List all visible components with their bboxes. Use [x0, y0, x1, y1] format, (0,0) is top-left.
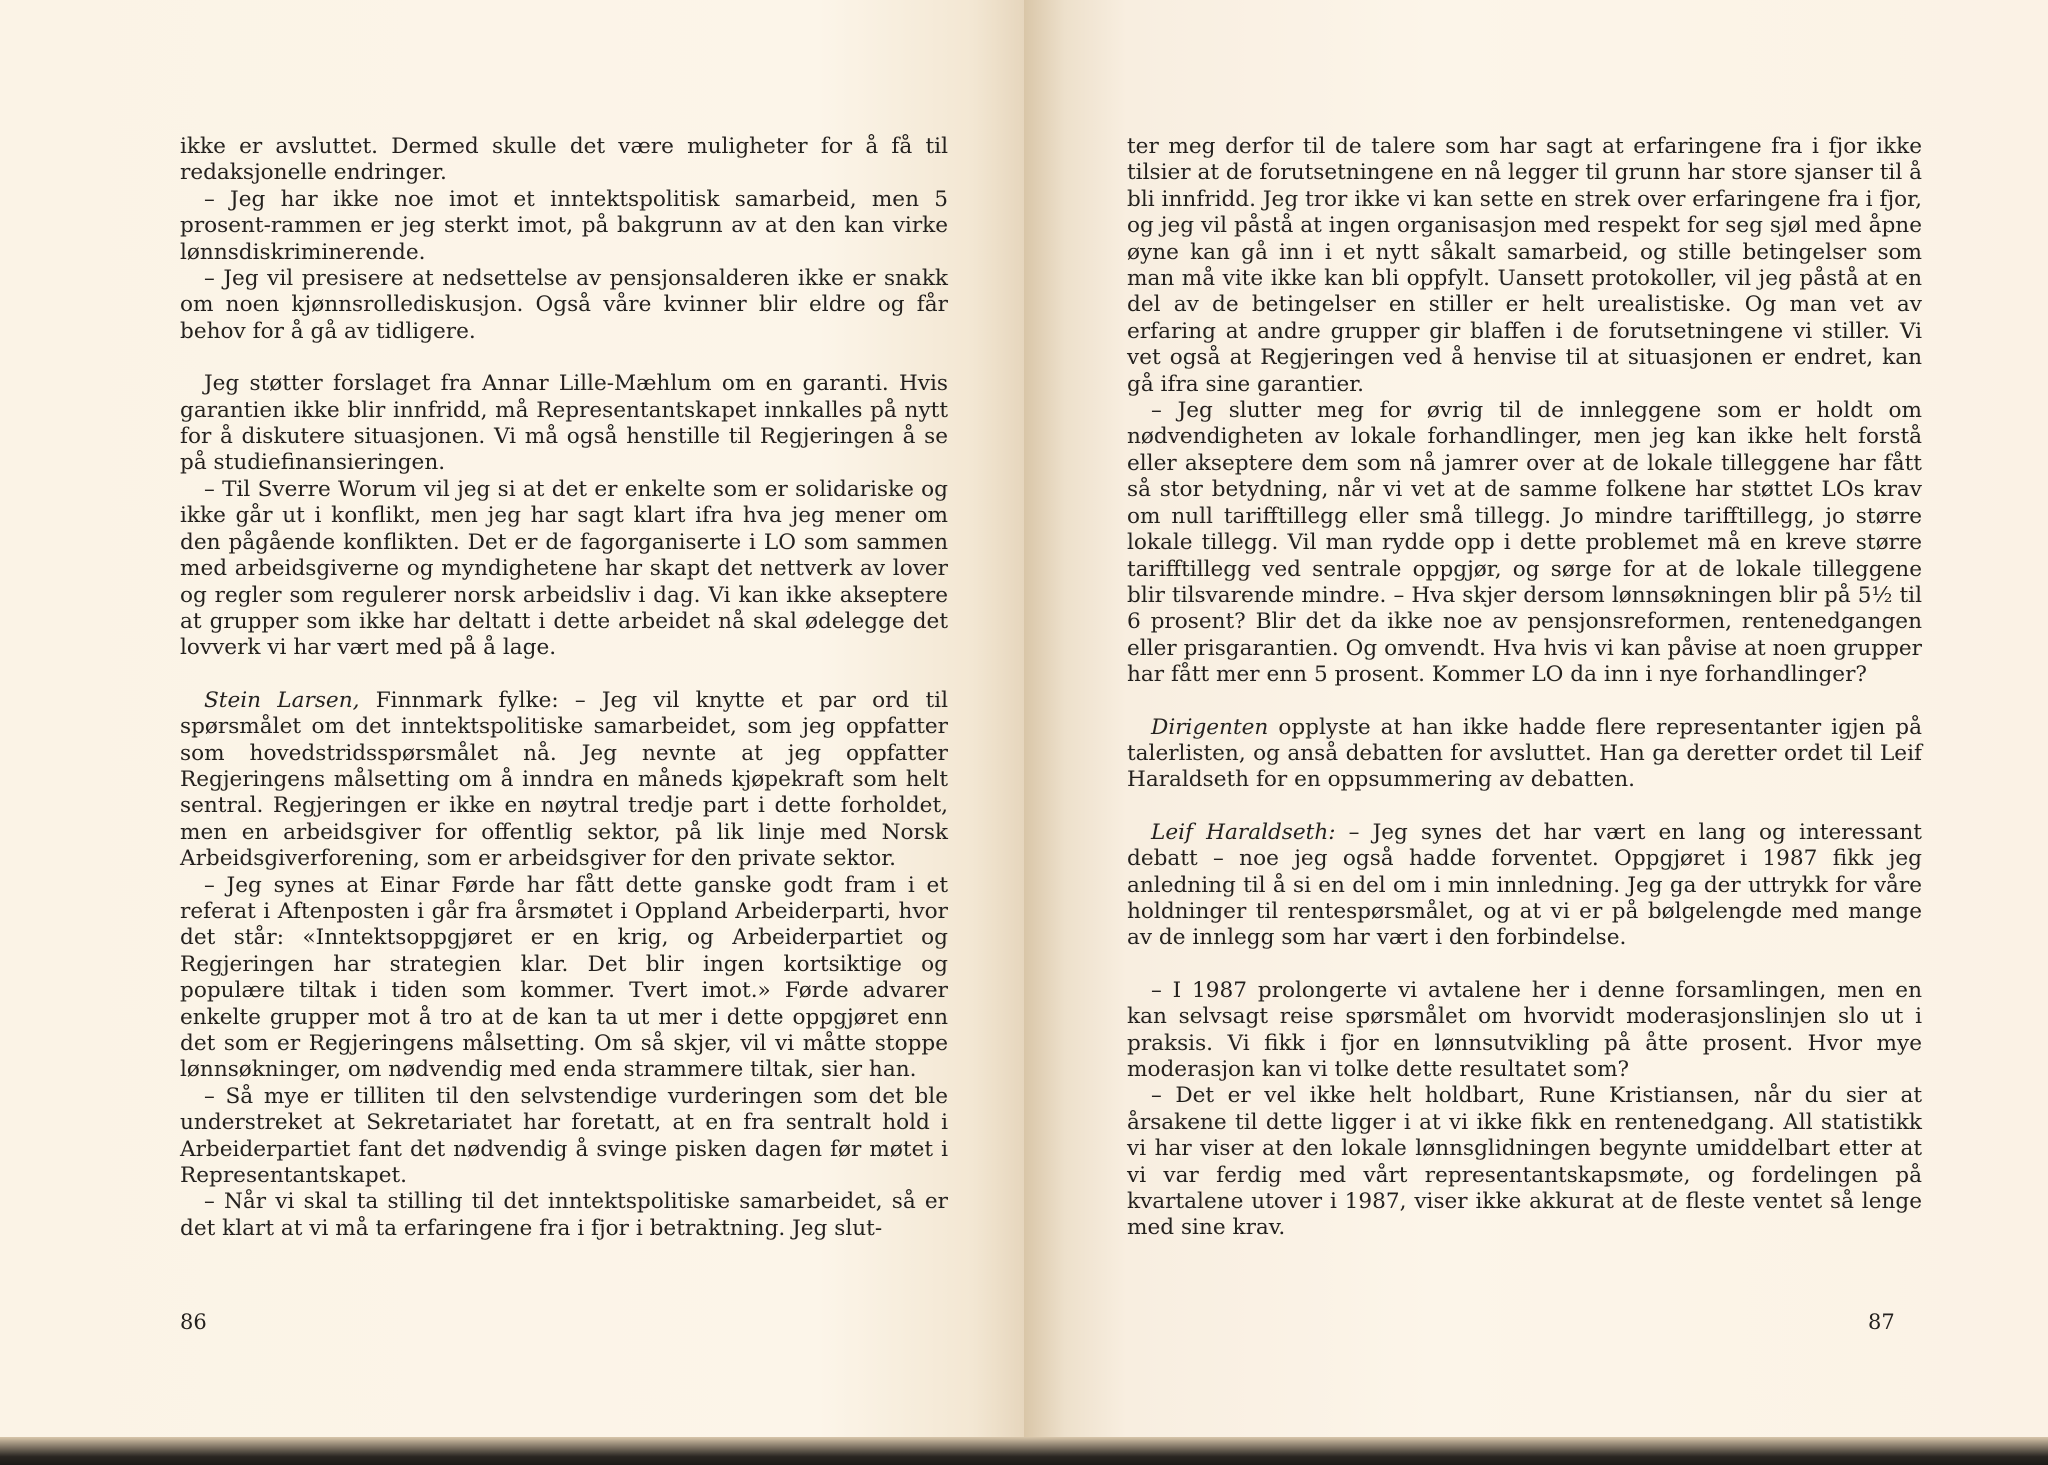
paragraph: ter meg derfor til de talere som har sagt at erfaringene fra i fjor ikke tilsier at de forutsetningene en nå legger til grunn har store sjanser til å bli innfridd. Jeg tror ikke vi kan sette en strek over erfaringene fra i fjor, og jeg vil påstå at ingen organisasjon med respekt for seg sjøl med åpne øyne kan gå inn i et nytt såkalt samarbeid, og stille betingelser som man må vite ikke kan bli oppfylt. Uansett protokoller, vil jeg påstå at en del av de betingelser en stiller er helt urealistiske. Og man vet av erfaring at andre grupper gir blaffen i de forutsetningene vi stiller. Vi vet også at Regjeringen ved å henvise til at situasjonen er endret, kan gå ifra sine garantier.	[1127, 134, 1922, 397]
paragraph: ikke er avsluttet. Dermed skulle det være muligheter for å få til redaksjonelle endringer.	[180, 134, 948, 186]
right-page	[1024, 0, 2048, 1465]
speaker-name: Dirigenten	[1151, 714, 1269, 740]
paragraph: – Så mye er tilliten til den selvstendige vurderingen som det ble understreket at Sekretariatet har foretatt, at en fra sentralt hold i Arbeiderpartiet fant det nødvendig å svinge pisken dagen før møtet i Representantskapet.	[180, 1083, 948, 1189]
paragraph: Jeg støtter forslaget fra Annar Lille-Mæhlum om en garanti. Hvis garantien ikke blir innfridd, må Representantskapet innkalles på nytt for å diskutere situasjonen. Vi må også henstille til Regjeringen å se på studiefinansieringen.	[180, 371, 948, 476]
left-page-text	[180, 134, 948, 1242]
page-number: 86	[180, 1310, 207, 1334]
speaker-name: Leif Haraldseth:	[1151, 819, 1336, 845]
page-number: 87	[1868, 1310, 1895, 1334]
speaker-name: Stein Larsen,	[204, 687, 360, 713]
paragraph: – Det er vel ikke helt holdbart, Rune Kristiansen, når du sier at årsakene til dette ligger i at vi ikke fikk en rentenedgang. All statistikk vi har viser at den lokale lønnsglidningen begynte umiddelbart etter at vi var ferdig med vårt representantskapsmøte, og fordelingen på kvartalene utover i 1987, viser ikke akkurat at de fleste ventet så lenge med sine krav.	[1127, 1083, 1922, 1241]
paragraph-text: Finnmark fylke: – Jeg vil knytte et par ord til spørsmålet om det inntektspolitiske samarbeidet, som jeg oppfatter som hovedstridsspørsmålet nå. Jeg nevnte at jeg oppfatter Regjeringens målsetting om å inndra en måneds kjøpekraft som helt sentral. Regjeringen er ikke en nøytral tredje part i dette forholdet, men en arbeidsgiver for offentlig sektor, på lik linje med Norsk Arbeidsgiverforening, som er arbeidsgiver for den private sektor.	[180, 687, 948, 872]
paragraph: – I 1987 prolongerte vi avtalene her i denne forsamlingen, men en kan selvsagt reise spørsmålet om hvorvidt moderasjonslinjen slo ut i praksis. Vi fikk i fjor en lønnsutvikling på åtte prosent. Hvor mye moderasjon kan vi tolke dette resultatet som?	[1127, 977, 1922, 1082]
paragraph: – Når vi skal ta stilling til det inntektspolitiske samarbeidet, så er det klart at vi må ta erfaringene fra i fjor i betraktning. Jeg slut-	[180, 1189, 948, 1241]
paragraph: – Til Sverre Worum vil jeg si at det er enkelte som er solidariske og ikke går ut i konflikt, men jeg har sagt klart ifra hva jeg mener om den pågående konflikten. Det er de fagorganiserte i LO som sammen med arbeidsgiverne og myndighetene har skapt det nettverk av lover og regler som regulerer norsk arbeidsliv i dag. Vi kan ikke akseptere at grupper som ikke har deltatt i dette arbeidet nå skal ødelegge det lovverk vi har vært med på å lage.	[180, 476, 948, 661]
speaker-paragraph	[180, 688, 948, 873]
paragraph: – Jeg slutter meg for øvrig til de innleggene som er holdt om nødvendigheten av lokale forhandlinger, men jeg kan ikke helt forstå eller akseptere dem som nå jamrer over at de lokale tilleggene har fått så stor betydning, når vi vet at de samme folkene har støttet LOs krav om null tarifftillegg eller små tillegg. Jo mindre tarifftillegg, jo større lokale tillegg. Vil man rydde opp i dette problemet må en kreve større tarifftillegg ved sentrale oppgjør, og sørge for at de lokale tilleggene blir tilsvarende mindre. – Hva skjer dersom lønnsøkningen blir på 5½ til 6 prosent? Blir det da ikke noe av pensjonsreformen, rentenedgangen eller prisgarantien. Og omvendt. Hva hvis vi kan påvise at noen grupper har fått mer enn 5 prosent. Kommer LO da inn i nye forhandlinger?	[1127, 398, 1922, 688]
paragraph-text: opplyste at han ikke hadde flere representanter igjen på talerlisten, og anså debatten for avsluttet. Han ga deretter ordet til Leif Haraldseth for en oppsummering av debatten.	[1127, 714, 1922, 793]
speaker-paragraph	[1127, 715, 1922, 794]
paragraph: – Jeg har ikke noe imot et inntektspolitisk samarbeid, men 5 prosent-rammen er jeg sterkt imot, på bakgrunn av at den kan virke lønnsdiskriminerende.	[180, 186, 948, 265]
speaker-paragraph	[1127, 820, 1922, 952]
right-page-text	[1127, 134, 1922, 1242]
paragraph-text: – Jeg synes det har vært en lang og interessant debatt – noe jeg også hadde forventet. Oppgjøret i 1987 fikk jeg anledning til å si en del om i min innledning. Jeg ga der uttrykk for våre holdninger til rentespørsmålet, og at vi er på bølgelengde med mange av de innlegg som har vært i den forbindelse.	[1127, 819, 1922, 951]
paragraph: – Jeg synes at Einar Førde har fått dette ganske godt fram i et referat i Aftenposten i går fra årsmøtet i Oppland Arbeiderparti, hvor det står: «Inntektsoppgjøret er en krig, og Arbeiderpartiet og Regjeringen har strategien klar. Det blir ingen kortsiktige og populære tiltak i tiden som kommer. Tvert imot.» Førde advarer enkelte grupper mot å tro at de kan ta ut mer i dette oppgjøret enn det som er Regjeringens målsetting. Om så skjer, vil vi måtte stoppe lønnsøkninger, om nødvendig med enda strammere tiltak, sier han.	[180, 872, 948, 1083]
paragraph: – Jeg vil presisere at nedsettelse av pensjonsalderen ikke er snakk om noen kjønnsrollediskusjon. Også våre kvinner blir eldre og får behov for å gå av tidligere.	[180, 266, 948, 344]
page-edge-shadow	[0, 1437, 2048, 1465]
